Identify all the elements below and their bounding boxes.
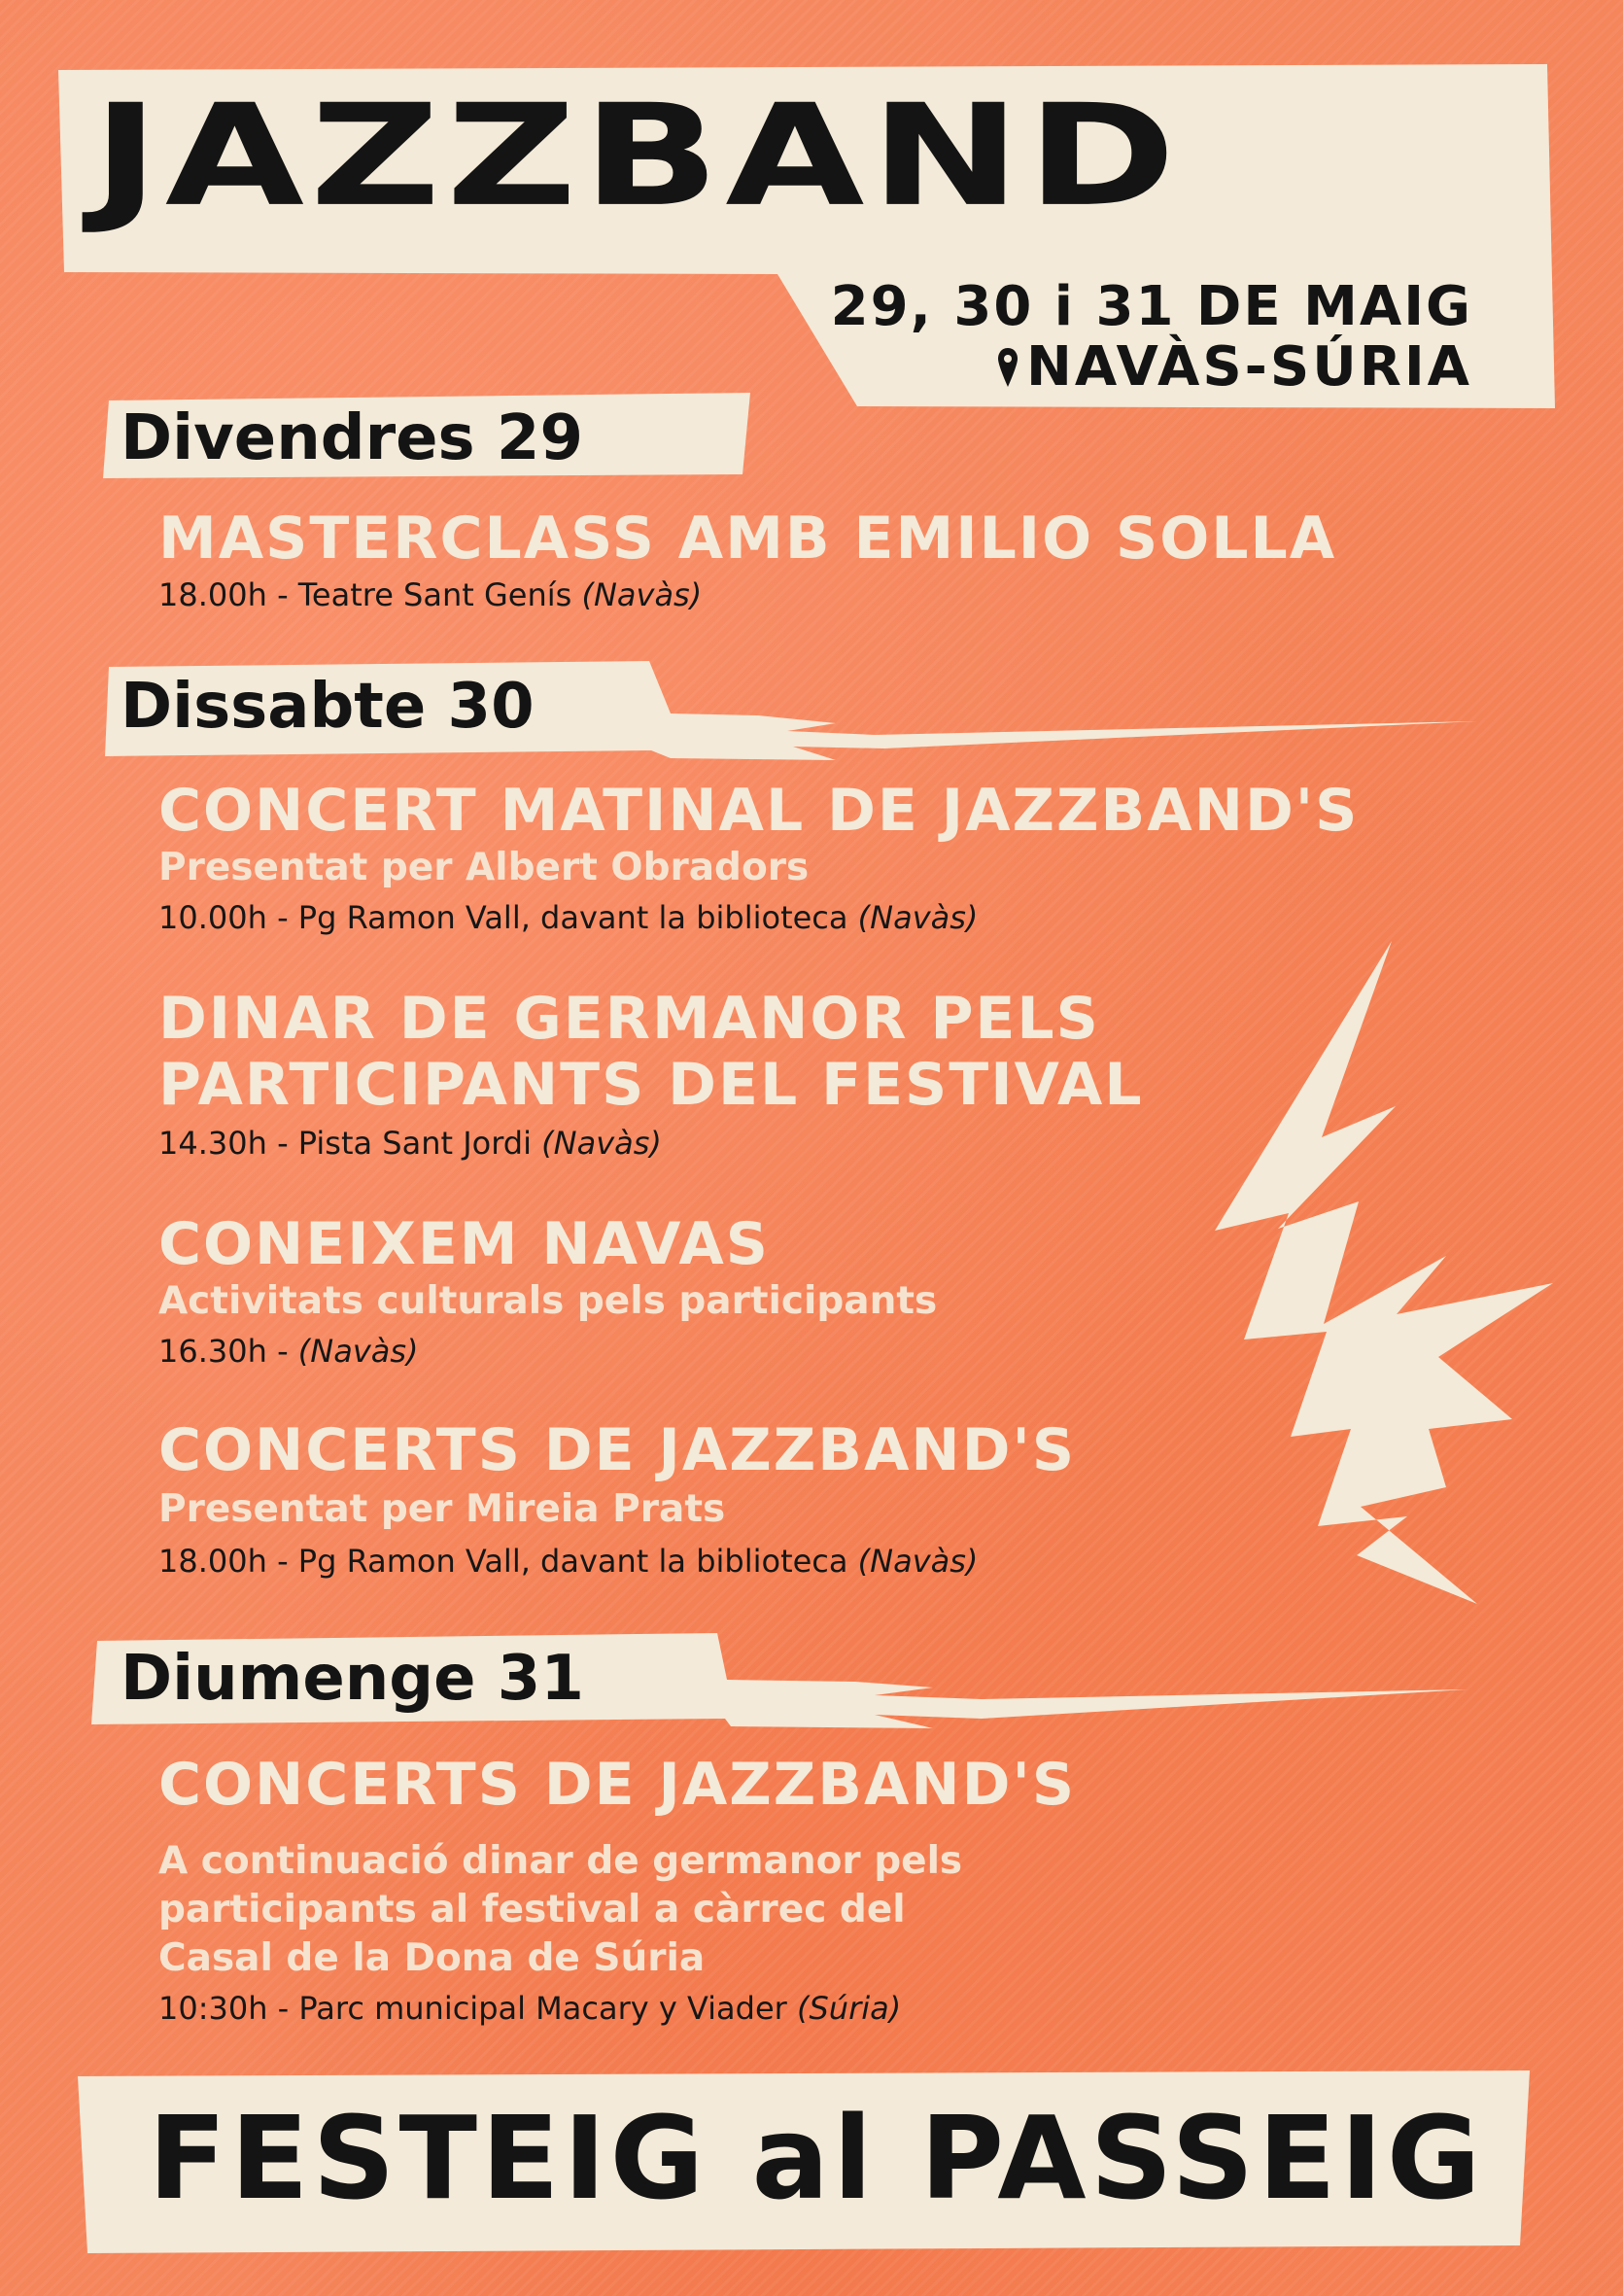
day-label-saturday: Dissabte 30 [121, 671, 535, 743]
event-place: (Súria) [796, 1990, 902, 2027]
event-place: (Navàs) [541, 1125, 662, 1162]
event-title: CONCERTS DE JAZZBAND'S [158, 1751, 1077, 1819]
event-time [158, 898, 978, 937]
event-title: CONCERT MATINAL DE JAZZBAND'S [158, 777, 1360, 845]
event-title: DINAR DE GERMANOR PELS [158, 985, 1100, 1053]
festival-location [997, 335, 1472, 399]
event-time-text: 10:30h - Parc municipal Macary y Viader [158, 1990, 797, 2027]
day-label-friday: Divendres 29 [121, 402, 583, 474]
event-subtitle: Presentat per Mireia Prats [158, 1487, 726, 1531]
event-time-text: 14.30h - Pista Sant Jordi [158, 1125, 542, 1162]
event-subtitle: A continuació dinar de germanor pels [158, 1839, 963, 1883]
event-subtitle-line3: Casal de la Dona de Súria [158, 1936, 706, 1980]
event-title: MASTERCLASS AMB EMILIO SOLLA [158, 504, 1337, 573]
lightning-bolt-icon [1215, 941, 1553, 1604]
event-place: (Navàs) [297, 1333, 419, 1370]
event-time-text: 18.00h - Pg Ramon Vall, davant la biblioteca [158, 1543, 858, 1580]
event-title: CONCERTS DE JAZZBAND'S [158, 1416, 1077, 1484]
location-text: NAVÀS-SÚRIA [1026, 335, 1472, 399]
event-time-text: 10.00h - Pg Ramon Vall, davant la biblioteca [158, 899, 858, 936]
event-subtitle: Activitats culturals pels participants [158, 1279, 938, 1323]
event-time [158, 1542, 978, 1581]
event-time [158, 1332, 419, 1371]
poster-title: JAZZBAND [92, 73, 1182, 238]
footer-slogan: FESTEIG al PASSEIG [148, 2091, 1485, 2225]
event-time [158, 1989, 901, 2028]
map-pin-icon [997, 346, 1019, 389]
event-place: (Navàs) [857, 899, 979, 936]
festival-dates: 29, 30 i 31 DE MAIG [830, 275, 1472, 338]
event-time [158, 575, 702, 614]
event-subtitle: Presentat per Albert Obradors [158, 846, 810, 889]
event-place: (Navàs) [857, 1543, 979, 1580]
day-label-sunday: Diumenge 31 [121, 1643, 584, 1715]
event-subtitle-line2: participants al festival a càrrec del [158, 1888, 906, 1931]
event-title: CONEIXEM NAVAS [158, 1210, 770, 1278]
event-time-text: 18.00h - Teatre Sant Genís [158, 576, 582, 613]
event-time [158, 1124, 662, 1163]
event-place: (Navàs) [581, 576, 703, 613]
event-title-line2: PARTICIPANTS DEL FESTIVAL [158, 1051, 1144, 1119]
event-time-text: 16.30h - [158, 1333, 298, 1370]
